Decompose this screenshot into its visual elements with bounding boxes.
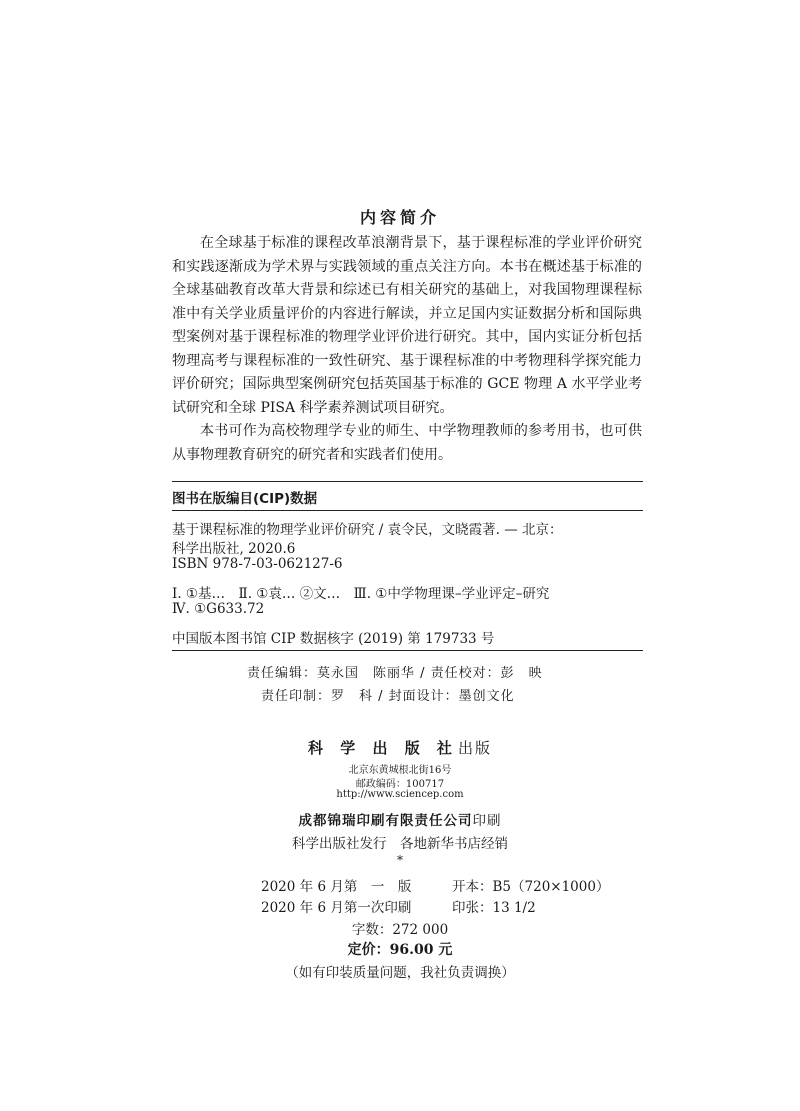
print-date: 2020 年 6 月第一次印刷: [261, 900, 412, 916]
cip-isbn: ISBN 978-7-03-062127-6: [172, 556, 343, 572]
publisher-line: [0, 737, 800, 758]
cip-bottom-rule: [172, 650, 643, 651]
edition-date: 2020 年 6 月第 一 版: [261, 879, 412, 895]
summary-body: [172, 232, 642, 467]
printer-name: 成都锦瑞印刷有限责任公司: [298, 813, 473, 829]
cip-class-line: Ⅳ. ①G633.72: [172, 601, 265, 617]
cip-top-rule: [172, 481, 643, 482]
distribution-line: 科学出版社发行 各地新华书店经销: [292, 836, 508, 852]
summary-title: 内容简介: [359, 208, 440, 227]
cip-core-line: 中国版本图书馆 CIP 数据核字 (2019) 第 179733 号: [172, 631, 495, 647]
cip-heading-rule: [172, 510, 643, 511]
publisher-suffix: 出版: [457, 739, 492, 757]
summary-paragraph: 在全球基于标准的课程改革浪潮背景下，基于课程标准的学业评价研究和实践逐渐成为学术界与实践领域的重点关注方向。本书在概述基于标准的全球基础教育改革大背景和综述已有相关研究的基础上，对我国物理课程标准中有关学业质量评价的内容进行解读，并立足国内实证数据分析和国际典型案例对基于课程标准的物理学业评价进行研究。其中，国内实证分析包括物理高考与课程标准的一致性研究、基于课程标准的中考物理科学探究能力评价研究；国际典型案例研究包括英国基于标准的 GCE 物理 A 水平学业考试研究和全球 PISA 科学素养测试项目研究。: [172, 235, 642, 416]
production-line: 责任印制：罗 科 / 封面设计：墨创文化: [261, 689, 515, 704]
printed-sheets: 印张：13 1/2: [452, 900, 536, 916]
publisher-website: http://www.sciencep.com: [336, 789, 464, 800]
cip-subject-line: Ⅰ. ①基… Ⅱ. ①袁… ②文… Ⅲ. ①中学物理课–学业评定–研究: [172, 586, 550, 602]
cip-record-line: 科学出版社, 2020.6: [172, 541, 296, 557]
publisher-address: 北京东黄城根北街16号: [348, 765, 452, 776]
cip-heading: 图书在版编目(CIP)数据: [172, 491, 318, 507]
printer-suffix: 印刷: [472, 813, 502, 829]
publisher-postcode: 邮政编码：100717: [355, 779, 445, 790]
separator-star: *: [397, 853, 403, 867]
word-count: 字数：272 000: [351, 922, 449, 938]
quality-note: （如有印装质量问题，我社负责调换）: [285, 965, 515, 981]
printer-line: [0, 809, 800, 829]
summary-paragraph: 本书可作为高校物理学专业的师生、中学物理教师的参考用书，也可供从事物理教育研究的研究者和实践者们使用。: [172, 423, 642, 463]
book-format: 开本：B5（720×1000）: [452, 879, 610, 895]
publisher-name: 科 学 出 版 社: [308, 739, 458, 757]
price: 定价：96.00 元: [347, 942, 453, 958]
editors-line: 责任编辑：莫永国 陈丽华 / 责任校对：彭 映: [247, 666, 543, 681]
cip-record-line: 基于课程标准的物理学业评价研究 / 袁令民，文晓霞著. — 北京：: [172, 522, 563, 538]
